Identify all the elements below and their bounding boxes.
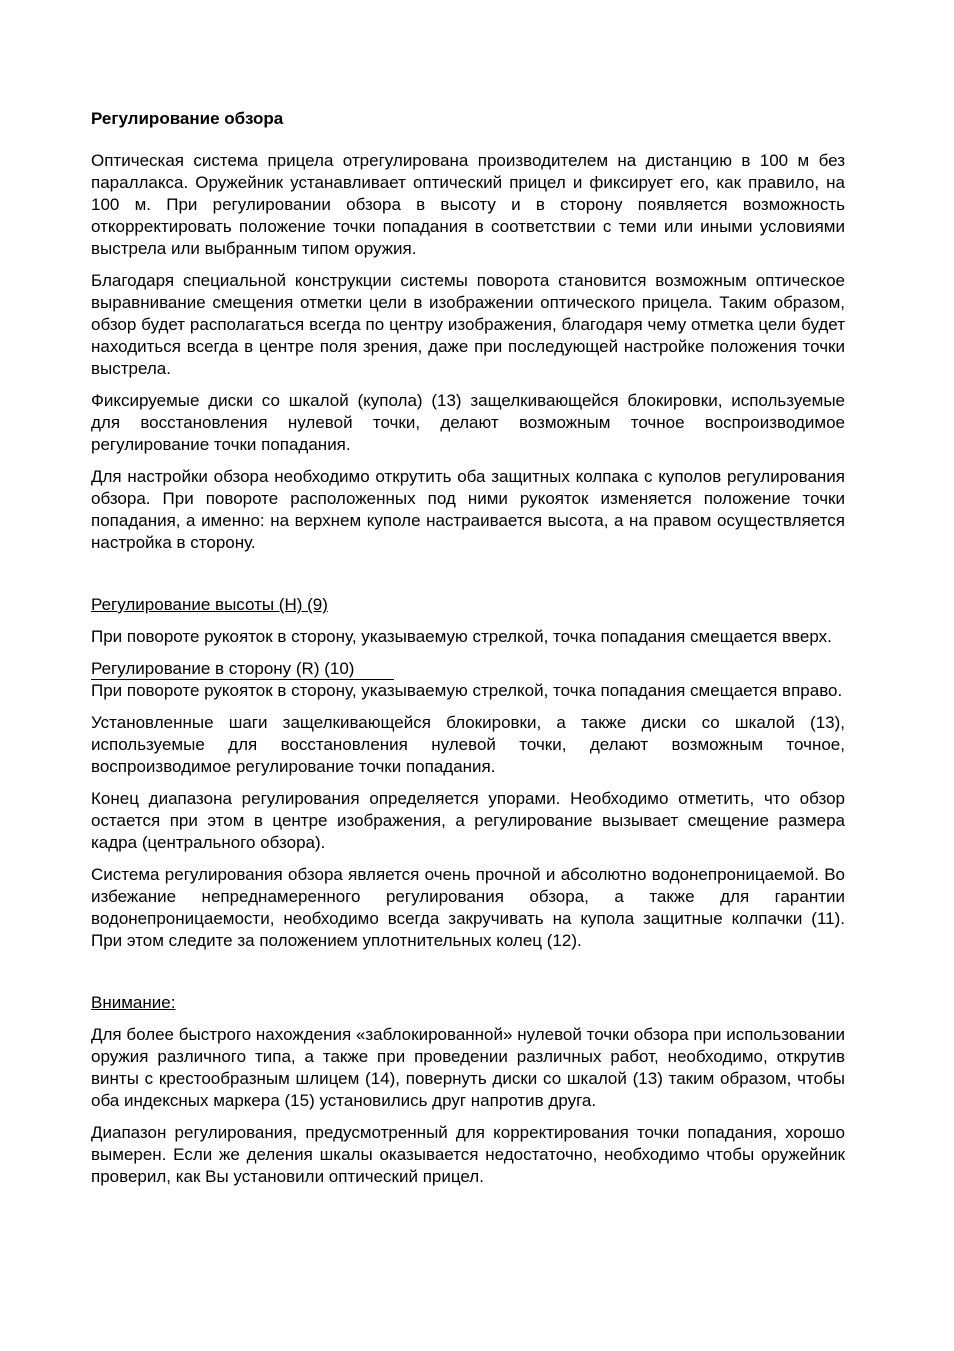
details-paragraph-1: Установленные шаги защелкивающейся блокировки, а также диски со шкалой (13), используемые для восстановления нулевой точки, делают возможным точное, воспроизводимое регулирование точки попадания. [91, 713, 845, 776]
section-title: Регулирование обзора [91, 109, 284, 128]
details-paragraph-2: Конец диапазона регулирования определяется упорами. Необходимо отметить, что обзор остается при этом в центре изображения, а регулирование вызывает смещение размера кадра (центрального обзора). [91, 789, 845, 852]
intro-paragraph-4: Для настройки обзора необходимо открутить оба защитных колпака с куполов регулирования обзора. При повороте расположенных под ними рукояток изменяется положение точки попадания, а именно: на верхнем куполе настраивается высота, а на правом осуществляется настройка в сторону. [91, 467, 845, 552]
intro-paragraph-1: Оптическая система прицела отрегулирована производителем на дистанцию в 100 м без параллакса. Оружейник устанавливает оптический прицел и фиксирует его, как правило, на 100 м. При регулировании обзора в высоту и в сторону появляется возможность откорректировать положение точки попадания в соответствии с теми или иными условиями выстрела или выбранным типом оружия. [91, 151, 845, 258]
side-heading [91, 658, 845, 680]
attention-heading-text: Внимание: [91, 993, 176, 1012]
attention-heading [91, 992, 845, 1014]
intro-paragraph-2: Благодаря специальной конструкции системы поворота становится возможным оптическое выравнивание смещения отметки цели в изображении оптического прицела. Таким образом, обзор будет располагаться всегда по центру изображения, благодаря чему отметка цели будет находиться всегда в центре поля зрения, даже при последующей настройке положения точки выстрела. [91, 271, 845, 378]
side-heading-text: Регулирование в сторону (R) (10) [91, 659, 394, 680]
spacer [91, 564, 845, 594]
height-heading [91, 594, 845, 616]
details-paragraph-3: Система регулирования обзора является очень прочной и абсолютно водонепроницаемой. Во избежание непреднамеренного регулирования обзора, а также для гарантии водонепроницаемости, необходимо всегда закручивать на купола защитные колпачки (11). При этом следите за положением уплотнительных колец (12). [91, 865, 845, 950]
side-paragraph: При повороте рукояток в сторону, указываемую стрелкой, точка попадания смещается вправо. [91, 681, 843, 700]
document-page [91, 108, 845, 1198]
height-paragraph: При повороте рукояток в сторону, указываемую стрелкой, точка попадания смещается вверх. [91, 627, 832, 646]
spacer [91, 962, 845, 992]
height-heading-text: Регулирование высоты (H) (9) [91, 595, 328, 614]
attention-paragraph-2: Диапазон регулирования, предусмотренный для корректирования точки попадания, хорошо вымерен. Если же деления шкалы оказывается недостаточно, необходимо чтобы оружейник проверил, как Вы установили оптический прицел. [91, 1123, 845, 1186]
attention-paragraph-1: Для более быстрого нахождения «заблокированной» нулевой точки обзора при использовании оружия различного типа, а также при проведении различных работ, необходимо, открутив винты с крестообразным шлицем (14), повернуть диски со шкалой (13) таким образом, чтобы оба индексных маркера (15) установились друг напротив друга. [91, 1025, 845, 1110]
intro-paragraph-3: Фиксируемые диски со шкалой (купола) (13) защелкивающейся блокировки, используемые для восстановления нулевой точки, делают возможным точное воспроизводимое регулирование точки попадания. [91, 391, 845, 454]
